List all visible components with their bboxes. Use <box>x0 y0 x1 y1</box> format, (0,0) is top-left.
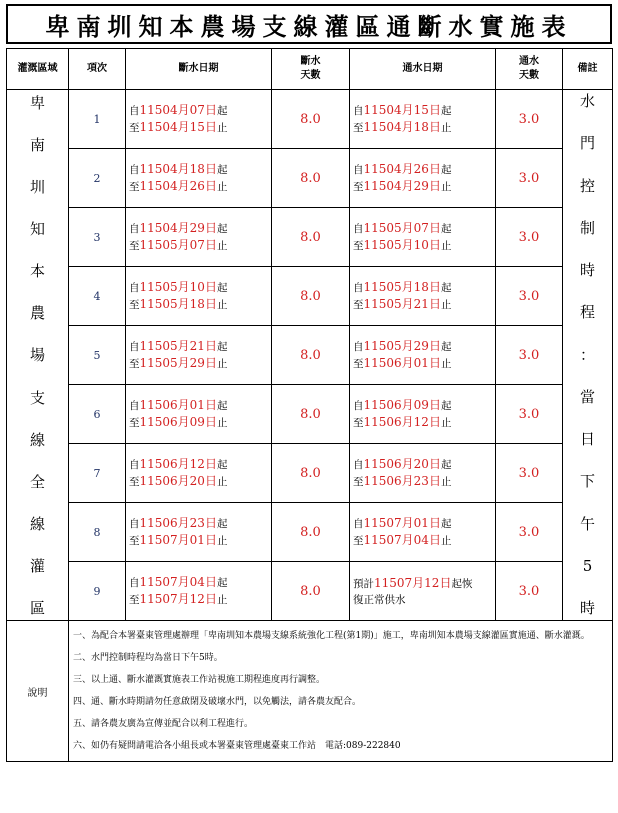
cut-from-date: 04月18日 <box>162 162 217 176</box>
cut-to-year: 115 <box>139 356 163 370</box>
word-end: 止 <box>216 358 228 370</box>
cut-dates-cell <box>126 267 272 326</box>
supply-dates-cell <box>350 208 496 267</box>
header-cut-dates: 斷水日期 <box>126 49 272 90</box>
word-start: 起 <box>216 164 228 176</box>
table-row <box>7 562 613 621</box>
cut-from-year: 115 <box>139 339 163 353</box>
word-end: 止 <box>216 417 228 429</box>
word-to: 至 <box>353 240 364 252</box>
header-supply-days-line2: 天數 <box>519 70 539 81</box>
supply-dates-cell <box>350 326 496 385</box>
cut-dates-cell <box>126 385 272 444</box>
cut-days: 8.0 <box>272 90 350 149</box>
area-char: 全 <box>29 472 45 491</box>
word-to: 至 <box>129 122 140 134</box>
remark-char: 水 <box>579 92 595 110</box>
supply-pre: 預計 <box>353 577 374 590</box>
table-row <box>7 503 613 562</box>
cut-to-date: 07月01日 <box>162 533 217 547</box>
word-start: 起 <box>216 105 228 117</box>
supply-days: 3.0 <box>496 385 563 444</box>
cut-from-year: 115 <box>139 398 163 412</box>
supply-to-date: 05月21日 <box>386 297 441 311</box>
supply-to-date: 06月01日 <box>386 356 441 370</box>
word-end: 止 <box>216 122 228 134</box>
header-supply-days-line1: 通水 <box>519 56 539 67</box>
supply-to-year: 115 <box>363 179 387 193</box>
word-from: 自 <box>353 459 364 471</box>
supply-from-date: 05月18日 <box>386 280 441 294</box>
cut-to-date: 04月26日 <box>162 179 217 193</box>
cut-days: 8.0 <box>272 562 350 621</box>
cut-from-year: 115 <box>139 221 163 235</box>
supply-dates-cell <box>350 149 496 208</box>
cut-from-date: 04月07日 <box>162 103 217 117</box>
cut-dates-cell <box>126 562 272 621</box>
cut-days: 8.0 <box>272 326 350 385</box>
supply-date: 07月12日 <box>396 575 452 590</box>
area-char: 區 <box>29 598 45 617</box>
remark-cell <box>563 90 613 621</box>
header-cut-days-line2: 天數 <box>300 70 321 81</box>
cut-days: 8.0 <box>272 444 350 503</box>
word-to: 至 <box>129 594 140 606</box>
cut-from-date: 06月01日 <box>162 398 217 412</box>
supply-days: 3.0 <box>496 562 563 621</box>
word-start: 起 <box>216 400 228 412</box>
notes-content <box>69 621 613 762</box>
word-end: 止 <box>216 594 228 606</box>
supply-dates-cell <box>350 444 496 503</box>
cut-to-year: 115 <box>139 297 163 311</box>
row-index: 8 <box>69 503 126 562</box>
word-end: 止 <box>440 240 452 252</box>
word-end: 止 <box>440 358 452 370</box>
cut-days: 8.0 <box>272 267 350 326</box>
area-char: 南 <box>29 136 45 155</box>
word-end: 止 <box>216 476 228 488</box>
supply-dates-cell <box>350 503 496 562</box>
header-supply-days <box>496 49 563 90</box>
area-char: 線 <box>29 514 45 533</box>
cut-dates-cell <box>126 326 272 385</box>
remark-char: 程 <box>579 303 595 322</box>
supply-to-year: 115 <box>363 474 387 488</box>
word-end: 止 <box>216 181 228 193</box>
row-index: 9 <box>69 562 126 621</box>
cut-from-date: 06月12日 <box>162 457 217 471</box>
table-row <box>7 149 613 208</box>
supply-to-date: 06月12日 <box>386 415 441 429</box>
table-row <box>7 385 613 444</box>
cut-to-year: 115 <box>139 238 163 252</box>
table-row <box>7 326 613 385</box>
cut-from-date: 06月23日 <box>162 516 217 530</box>
cut-days: 8.0 <box>272 149 350 208</box>
supply-from-year: 115 <box>363 516 387 530</box>
cut-from-year: 115 <box>139 280 163 294</box>
header-remark: 備註 <box>563 49 613 90</box>
remark-char: 控 <box>579 176 595 195</box>
cut-to-date: 05月07日 <box>162 238 217 252</box>
area-char: 農 <box>29 304 45 323</box>
word-from: 自 <box>353 164 364 176</box>
cut-from-year: 115 <box>139 575 163 589</box>
word-from: 自 <box>129 459 140 471</box>
word-start: 起 <box>440 282 452 294</box>
supply-to-date: 04月29日 <box>386 179 441 193</box>
area-char: 線 <box>29 430 45 449</box>
cut-to-date: 06月09日 <box>162 415 217 429</box>
word-start: 起 <box>216 223 228 235</box>
header-row <box>7 49 613 90</box>
remark-char: ： <box>579 345 595 364</box>
supply-to-year: 115 <box>363 297 387 311</box>
supply-to-year: 115 <box>363 238 387 252</box>
cut-to-year: 115 <box>139 533 163 547</box>
note-item: 六、如仍有疑問請電洽各小組長或本署臺東管理處臺東工作站 電話:089-222840 <box>73 741 401 751</box>
supply-days: 3.0 <box>496 90 563 149</box>
word-to: 至 <box>353 417 364 429</box>
row-index: 6 <box>69 385 126 444</box>
cut-from-date: 07月04日 <box>162 575 217 589</box>
remark-char: 當 <box>579 387 595 406</box>
supply-to-year: 115 <box>363 415 387 429</box>
cut-from-date: 05月21日 <box>162 339 217 353</box>
cut-from-year: 115 <box>139 457 163 471</box>
word-start: 起 <box>440 164 452 176</box>
word-end: 止 <box>216 299 228 311</box>
supply-from-date: 06月09日 <box>386 398 441 412</box>
table-row <box>7 208 613 267</box>
row-index: 5 <box>69 326 126 385</box>
word-start: 起 <box>440 341 452 353</box>
word-end: 止 <box>216 535 228 547</box>
remark-char: 時 <box>579 261 595 279</box>
row-index: 4 <box>69 267 126 326</box>
supply-dates-cell <box>350 90 496 149</box>
word-end: 止 <box>216 240 228 252</box>
word-end: 止 <box>440 535 452 547</box>
supply-from-date: 04月26日 <box>386 162 441 176</box>
supply-days: 3.0 <box>496 326 563 385</box>
cut-from-date: 04月29日 <box>162 221 217 235</box>
remark-char: 時 <box>579 599 595 617</box>
word-start: 起 <box>216 577 228 589</box>
word-to: 至 <box>353 476 364 488</box>
word-from: 自 <box>353 400 364 412</box>
word-start: 起 <box>440 223 452 235</box>
supply-from-date: 05月29日 <box>386 339 441 353</box>
word-from: 自 <box>353 341 364 353</box>
word-from: 自 <box>353 282 364 294</box>
word-from: 自 <box>353 223 364 235</box>
word-from: 自 <box>353 105 364 117</box>
cut-dates-cell <box>126 90 272 149</box>
cut-to-year: 115 <box>139 179 163 193</box>
supply-year: 115 <box>374 575 397 590</box>
word-to: 至 <box>129 535 140 547</box>
note-item: 一、為配合本署臺東管理處辦理「卑南圳知本農場支線系統強化工程(第1期)」施工，卑南圳知本農場支線灌區實施通、斷水灌溉。 <box>73 631 590 641</box>
supply-days: 3.0 <box>496 208 563 267</box>
word-start: 起 <box>216 341 228 353</box>
supply-from-date: 07月01日 <box>386 516 441 530</box>
remark-char: 5 <box>582 556 593 575</box>
word-to: 至 <box>353 299 364 311</box>
remark-char: 制 <box>579 218 595 237</box>
note-item: 二、水門控制時程均為當日下午5時。 <box>73 653 223 663</box>
word-from: 自 <box>129 105 140 117</box>
word-to: 至 <box>353 358 364 370</box>
note-item: 五、請各農友廣為宣傳並配合以利工程進行。 <box>73 719 254 729</box>
cut-from-date: 05月10日 <box>162 280 217 294</box>
table-row <box>7 267 613 326</box>
word-from: 自 <box>129 223 140 235</box>
word-from: 自 <box>129 577 140 589</box>
remark-char: 下 <box>579 472 595 491</box>
word-from: 自 <box>129 282 140 294</box>
area-cell <box>7 90 69 621</box>
word-start: 起 <box>216 282 228 294</box>
supply-to-date: 06月23日 <box>386 474 441 488</box>
word-to: 至 <box>129 299 140 311</box>
header-cut-days-line1: 斷水 <box>300 56 321 67</box>
supply-to-year: 115 <box>363 120 387 134</box>
area-char: 本 <box>29 262 45 281</box>
table-row <box>7 90 613 149</box>
word-start: 起 <box>440 518 452 530</box>
word-from: 自 <box>129 518 140 530</box>
header-area: 灌溉區域 <box>7 49 69 90</box>
header-cut-days <box>272 49 350 90</box>
cut-to-year: 115 <box>139 120 163 134</box>
supply-from-year: 115 <box>363 162 387 176</box>
header-supply-dates: 通水日期 <box>350 49 496 90</box>
row-index: 3 <box>69 208 126 267</box>
remark-char: 午 <box>579 514 595 533</box>
word-to: 至 <box>353 181 364 193</box>
supply-to-date: 04月18日 <box>386 120 441 134</box>
cut-to-year: 115 <box>139 592 163 606</box>
cut-dates-cell <box>126 444 272 503</box>
cut-days: 8.0 <box>272 208 350 267</box>
cut-from-year: 115 <box>139 103 163 117</box>
supply-days: 3.0 <box>496 267 563 326</box>
word-to: 至 <box>129 358 140 370</box>
supply-dates-cell <box>350 562 496 621</box>
word-end: 止 <box>440 476 452 488</box>
cut-to-year: 115 <box>139 474 163 488</box>
area-char: 知 <box>29 220 45 239</box>
supply-from-year: 115 <box>363 103 387 117</box>
cut-from-year: 115 <box>139 516 163 530</box>
page-title: 卑南圳知本農場支線灌區通斷水實施表 <box>6 4 612 44</box>
notes-row <box>7 621 613 762</box>
supply-from-year: 115 <box>363 457 387 471</box>
supply-to-date: 05月10日 <box>386 238 441 252</box>
row-index: 7 <box>69 444 126 503</box>
cut-to-date: 05月29日 <box>162 356 217 370</box>
supply-from-year: 115 <box>363 398 387 412</box>
cut-to-date: 06月20日 <box>162 474 217 488</box>
area-char: 圳 <box>29 178 45 197</box>
supply-from-year: 115 <box>363 339 387 353</box>
word-end: 止 <box>440 299 452 311</box>
supply-resume: 復正常供水 <box>353 593 406 606</box>
row-index: 1 <box>69 90 126 149</box>
supply-dates-cell <box>350 267 496 326</box>
supply-dates-cell <box>350 385 496 444</box>
cut-days: 8.0 <box>272 503 350 562</box>
cut-from-year: 115 <box>139 162 163 176</box>
area-char: 卑 <box>29 94 45 112</box>
notes-label: 說明 <box>7 621 69 762</box>
area-char: 灌 <box>29 556 45 575</box>
word-start: 起 <box>440 105 452 117</box>
remark-char: 日 <box>579 430 595 448</box>
word-start: 起 <box>216 459 228 471</box>
word-from: 自 <box>129 341 140 353</box>
remark-char: 門 <box>579 134 595 153</box>
word-to: 至 <box>129 181 140 193</box>
supply-from-year: 115 <box>363 280 387 294</box>
supply-from-year: 115 <box>363 221 387 235</box>
area-char: 場 <box>29 346 45 365</box>
word-start: 起 <box>216 518 228 530</box>
table-row <box>7 444 613 503</box>
word-to: 至 <box>129 417 140 429</box>
cut-to-date: 07月12日 <box>162 592 217 606</box>
word-to: 至 <box>353 122 364 134</box>
supply-days: 3.0 <box>496 444 563 503</box>
word-to: 至 <box>129 240 140 252</box>
row-index: 2 <box>69 149 126 208</box>
supply-to-date: 07月04日 <box>386 533 441 547</box>
supply-days: 3.0 <box>496 503 563 562</box>
word-from: 自 <box>129 164 140 176</box>
cut-to-date: 04月15日 <box>162 120 217 134</box>
note-item: 三、以上通、斷水灌溉實施表工作站視施工期程進度再行調整。 <box>73 675 326 685</box>
supply-to-year: 115 <box>363 533 387 547</box>
cut-to-date: 05月18日 <box>162 297 217 311</box>
supply-days: 3.0 <box>496 149 563 208</box>
schedule-table <box>6 48 613 762</box>
word-to: 至 <box>353 535 364 547</box>
word-start: 起 <box>440 400 452 412</box>
area-char: 支 <box>29 388 45 407</box>
supply-post: 起恢 <box>451 577 473 590</box>
cut-dates-cell <box>126 208 272 267</box>
word-end: 止 <box>440 181 452 193</box>
cut-days: 8.0 <box>272 385 350 444</box>
header-index: 項次 <box>69 49 126 90</box>
word-from: 自 <box>353 518 364 530</box>
word-to: 至 <box>129 476 140 488</box>
word-from: 自 <box>129 400 140 412</box>
word-end: 止 <box>440 417 452 429</box>
word-end: 止 <box>440 122 452 134</box>
supply-from-date: 05月07日 <box>386 221 441 235</box>
note-item: 四、通、斷水時期請勿任意啟閉及破壞水門，以免觸法，請各農友配合。 <box>73 697 362 707</box>
cut-to-year: 115 <box>139 415 163 429</box>
supply-from-date: 06月20日 <box>386 457 441 471</box>
word-start: 起 <box>440 459 452 471</box>
supply-to-year: 115 <box>363 356 387 370</box>
cut-dates-cell <box>126 503 272 562</box>
supply-from-date: 04月15日 <box>386 103 441 117</box>
cut-dates-cell <box>126 149 272 208</box>
